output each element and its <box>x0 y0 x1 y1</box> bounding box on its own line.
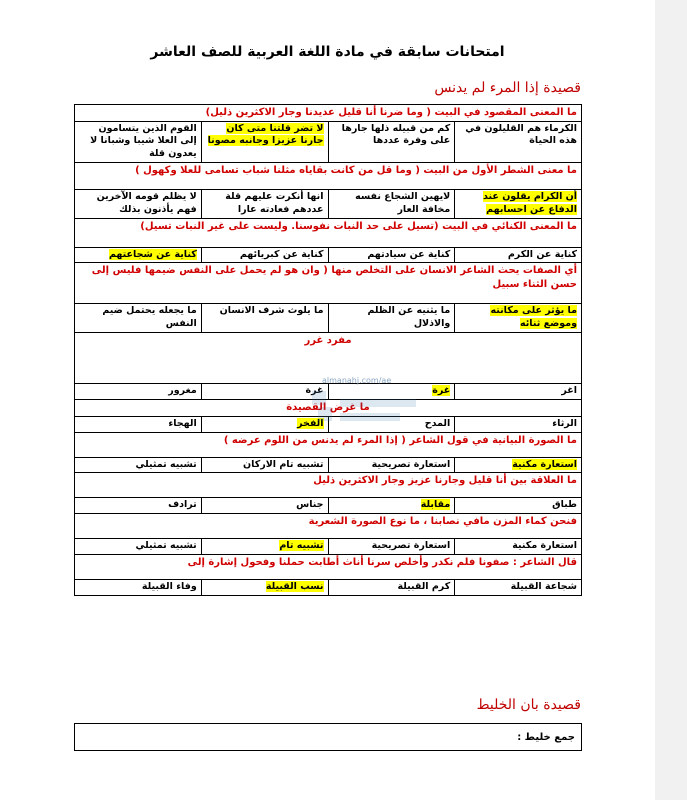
option-1d: القوم الذين يتسامون إلى العلا شيبا وشبانا لا يعدون قلة <box>75 121 202 162</box>
watermark-url: almanahj.com/ae <box>322 376 392 385</box>
question-3: ما المعنى الكنائي في البيت (تسيل على حد النبات نفوسنا. وليست على غير النبات تسيل) <box>75 218 582 247</box>
option-8b-highlight: مقابلة <box>420 499 451 511</box>
option-6c-highlight: الفخر <box>297 417 324 429</box>
option-8d: ترادف <box>75 498 202 514</box>
option-5c: غرة <box>201 384 328 400</box>
question-1: ما المعنى المقصود في البيت ( وما ضرنا أنا قليل عديدنا وجار الاكثرين ذليل) <box>75 105 582 122</box>
option-2a <box>455 189 582 218</box>
option-6d: الهجاء <box>75 416 202 432</box>
option-7c: تشبيه تام الاركان <box>201 457 328 473</box>
option-4b: ما يثنيه عن الظلم والاذلال <box>328 304 455 333</box>
questions-table <box>74 104 582 596</box>
question-11-table <box>74 723 582 751</box>
option-5b-highlight: غرة <box>432 385 451 396</box>
option-10c <box>201 580 328 596</box>
question-9: فنحن كماء المزن مافي نصابنا ، ما نوع الصورة الشعرية <box>75 514 582 539</box>
option-6b: المدح <box>328 416 455 432</box>
option-7b: استعارة تصريحية <box>328 457 455 473</box>
section-heading-poem-1: قصيدة إذا المرء لم يدنس <box>434 80 581 96</box>
question-11: جمع خليط : <box>75 724 582 751</box>
option-7a <box>455 457 582 473</box>
question-4: أي الصفات يحث الشاعر الانسان على التخلص منها ( وان هو لم يحمل على النفس ضيمها فليس إلى حسن الثناء سبيل <box>75 263 582 304</box>
page-title: امتحانات سابقة في مادة اللغة العربية للصف العاشر <box>150 44 505 60</box>
option-7a-highlight: استعارة مكنية <box>512 458 577 470</box>
option-6c <box>201 416 328 432</box>
option-3a: كناية عن الكرم <box>455 247 582 263</box>
option-10b: كرم القبيلة <box>328 580 455 596</box>
question-7: ما الصورة البيانية في قول الشاعر ( إذا المرء لم يدنس من اللوم عرضه ) <box>75 432 582 457</box>
question-6-text: ما غرض القصيدة <box>286 401 370 413</box>
option-1c <box>201 121 328 162</box>
question-5-text: مفرد غرر <box>304 335 352 346</box>
option-3d <box>75 247 202 263</box>
question-6 <box>75 399 582 416</box>
option-9d: تشبيه تمثيلي <box>75 539 202 555</box>
section-heading-poem-2: قصيدة بان الخليط <box>476 697 581 713</box>
option-3d-highlight: كناية عن شجاعتهم <box>108 248 197 260</box>
option-8b <box>328 498 455 514</box>
option-4c: ما يلوث شرف الانسان <box>201 304 328 333</box>
option-2a-highlight: أن الكرام يقلون عند الدفاع عن احسابهم <box>483 190 577 215</box>
option-9c-highlight: تشبيه تام <box>279 540 324 552</box>
option-8a: طباق <box>455 498 582 514</box>
option-3c: كناية عن كبريائهم <box>201 247 328 263</box>
option-4a-highlight: ما يؤثر على مكانته وموضع ثنائه <box>490 305 577 330</box>
option-4d: ما يجعله يحتمل ضيم النفس <box>75 304 202 333</box>
option-6a: الرثاء <box>455 416 582 432</box>
option-4a <box>455 304 582 333</box>
option-2d: لا يظلم قومه الآخرين فهم يأذنون بذلك <box>75 189 202 218</box>
option-10d: وفاء القبيلة <box>75 580 202 596</box>
option-9c <box>201 539 328 555</box>
question-2: ما معنى الشطر الأول من البيت ( وما قل من كانت بقاياه مثلنا شباب تسامى للعلا وكهول ) <box>75 162 582 189</box>
option-10a: شجاعة القبيلة <box>455 580 582 596</box>
option-2b: لايهين الشجاع نفسه مخافة العار <box>328 189 455 218</box>
scrollbar[interactable] <box>655 0 687 800</box>
option-5b <box>328 384 455 400</box>
option-2c: انها أنكرت عليهم قلة عددهم فعادته عارا <box>201 189 328 218</box>
option-1a: الكرماء هم القليلون في هذه الحياة <box>455 121 582 162</box>
option-9a: استعارة مكنية <box>455 539 582 555</box>
option-9b: استعارة تصريحية <box>328 539 455 555</box>
option-8c: جناس <box>201 498 328 514</box>
option-1c-highlight: لا تضر قلتنا متى كان جارنا عزيزا وجانبه مصونا <box>207 122 324 147</box>
question-8: ما العلاقة بين أنا قليل وجارنا عزيز وجار الاكثرين ذليل <box>75 473 582 498</box>
option-10c-highlight: نسب القبيلة <box>265 581 324 593</box>
option-1b: كم من قبيله ذلها جارها على وفرة عددها <box>328 121 455 162</box>
option-5d: مغرور <box>75 384 202 400</box>
option-5a: اغر <box>455 384 582 400</box>
option-3b: كناية عن سيادتهم <box>328 247 455 263</box>
question-10: قال الشاعر : صفونا فلم نكدر وأخلص سرنا أناث أطابت حملنا وفحول إشارة إلى <box>75 555 582 580</box>
option-7d: تشبيه تمثيلي <box>75 457 202 473</box>
